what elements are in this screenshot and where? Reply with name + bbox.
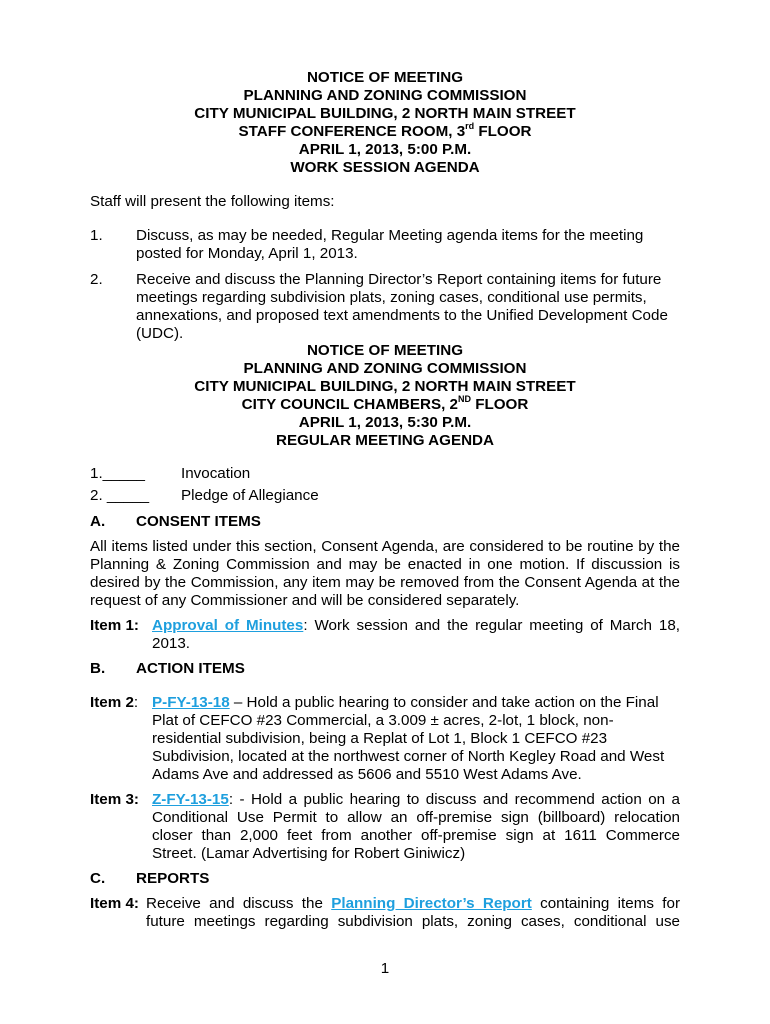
text-line: residential subdivision, being a Replat of Lot 1, Block 1 CEFCO #23 <box>152 730 608 747</box>
header-line: APRIL 1, 2013, 5:00 P.M. <box>298 141 472 158</box>
work-session-header <box>0 69 770 177</box>
p-fy-13-18-link[interactable]: P-FY-13-18 <box>152 694 230 711</box>
header-line: CITY MUNICIPAL BUILDING, 2 NORTH MAIN STREET <box>194 378 576 395</box>
header-line: PLANNING AND ZONING COMMISSION <box>243 87 527 104</box>
opening-label: Pledge of Allegiance <box>181 487 319 504</box>
work-item-text <box>136 227 680 263</box>
text-line: All items listed under this section, Consent Agenda, are considered to be routine by the <box>90 538 680 555</box>
item-label: Item 3: <box>90 791 139 808</box>
section-title: REPORTS <box>136 870 210 887</box>
header-line: NOTICE OF MEETING <box>306 69 464 86</box>
item-text <box>152 694 680 784</box>
text-line: P-FY-13-18 – Hold a public hearing to consider and take action on the Final <box>152 694 659 711</box>
text-line: Planning & Zoning Commission and may be enacted in one motion. If discussion is <box>90 556 680 573</box>
text-line: desired by the Commission, any item may be removed from the Consent Agenda at the <box>90 574 680 591</box>
text-line: 2013. <box>152 635 191 652</box>
text-line: annexations, and proposed text amendments to the Unified Development Code <box>136 307 668 324</box>
text-line: Street. (Lamar Advertising for Robert Giniwicz) <box>152 845 466 862</box>
text-line: Approval of Minutes: Work session and the regular meeting of March 18, <box>152 617 680 634</box>
opening-number: 1._____ <box>90 465 145 482</box>
item-label: Item 1: <box>90 617 139 634</box>
section-letter: B. <box>90 660 106 677</box>
section-letter: C. <box>90 870 106 887</box>
consent-paragraph <box>90 538 680 610</box>
item-label: Item 4: <box>90 895 139 912</box>
header-line: CITY MUNICIPAL BUILDING, 2 NORTH MAIN STREET <box>194 105 576 122</box>
header-line: NOTICE OF MEETING <box>306 342 464 359</box>
text-line: Receive and discuss the Planning Director’s Report containing items for future <box>136 271 662 288</box>
text-line: Adams Ave and addressed as 5606 and 5510 West Adams Ave. <box>152 766 582 783</box>
header-line: CITY COUNCIL CHAMBERS, 2ND FLOOR <box>241 394 529 413</box>
approval-of-minutes-link[interactable]: Approval of Minutes <box>152 617 304 634</box>
opening-number: 2. _____ <box>90 487 150 504</box>
opening-label: Invocation <box>181 465 251 482</box>
section-title: CONSENT ITEMS <box>136 513 261 530</box>
work-item-number: 1. <box>90 227 103 244</box>
header-line: STAFF CONFERENCE ROOM, 3rd FLOOR <box>238 121 532 140</box>
text-line: closer than 2,000 feet from another off-premise sign at 1611 Commerce <box>152 827 680 844</box>
text-line: Receive and discuss the Planning Director’s Report containing items for <box>146 895 680 912</box>
planning-directors-report-link[interactable]: Planning Director’s Report <box>331 895 532 912</box>
intro-text: Staff will present the following items: <box>90 193 335 210</box>
header-line: WORK SESSION AGENDA <box>290 159 480 176</box>
work-item-number: 2. <box>90 271 103 288</box>
z-fy-13-15-link[interactable]: Z-FY-13-15 <box>152 791 229 808</box>
text-line: request of any Commissioner and will be considered separately. <box>90 592 520 609</box>
text-line: meetings regarding subdivision plats, zoning cases, conditional use permits, <box>136 289 647 306</box>
text-line: (UDC). <box>136 325 184 342</box>
text-line: future meetings regarding subdivision plats, zoning cases, conditional use <box>146 913 680 930</box>
section-letter: A. <box>90 513 106 530</box>
item-text <box>146 895 680 931</box>
item-text <box>152 791 680 863</box>
page-number: 1 <box>380 960 390 977</box>
section-title: ACTION ITEMS <box>136 660 245 677</box>
header-line: APRIL 1, 2013, 5:30 P.M. <box>298 414 472 431</box>
header-line: PLANNING AND ZONING COMMISSION <box>243 360 527 377</box>
regular-meeting-header <box>0 342 770 450</box>
item-label: Item 2: <box>90 694 139 711</box>
item-text <box>152 617 680 653</box>
header-line: REGULAR MEETING AGENDA <box>276 432 494 449</box>
text-line: Plat of CEFCO #23 Commercial, a 3.009 ± acres, 2-lot, 1 block, non- <box>152 712 614 729</box>
work-item-text <box>136 271 680 343</box>
text-line: Conditional Use Permit to allow an off-premise sign (billboard) relocation <box>152 809 680 826</box>
text-line: posted for Monday, April 1, 2013. <box>136 245 358 262</box>
text-line: Subdivision, located at the northwest corner of North Kegley Road and West <box>152 748 665 765</box>
text-line: Discuss, as may be needed, Regular Meeting agenda items for the meeting <box>136 227 644 244</box>
text-line: Z-FY-13-15: - Hold a public hearing to discuss and recommend action on a <box>152 791 680 808</box>
